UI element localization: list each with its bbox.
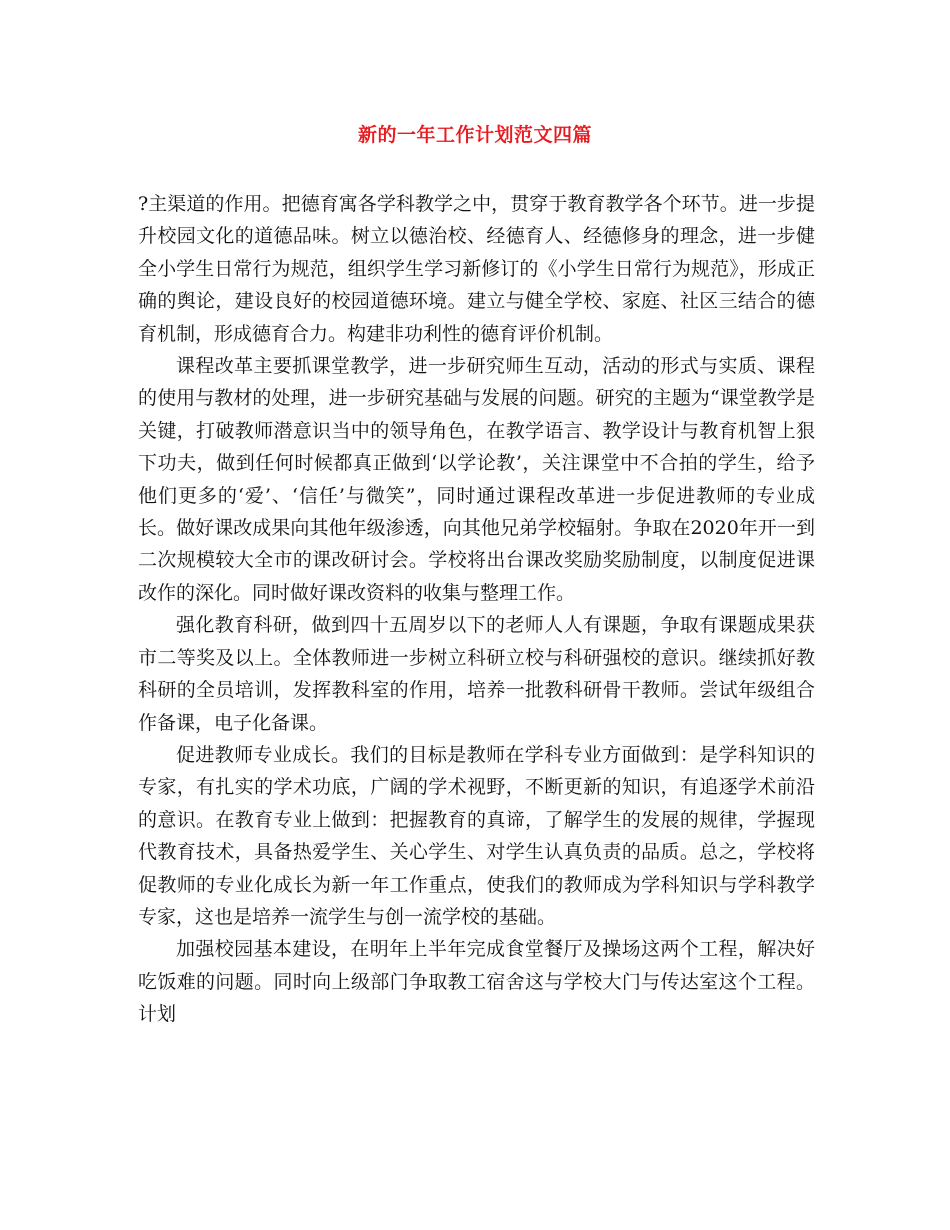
document-title: 新的一年工作计划范文四篇: [357, 124, 592, 146]
paragraph-2: 课程改革主要抓课堂教学，进一步研究师生互动，活动的形式与实质、课程的使用与教材的处理，进一步研究基础与发展的问题。研究的主题为“课堂教学是关键，打破教师潜意识当中的领导角色，在教学语言、教学设计与教育机智上狠下功夫，做到任何时候都真正做到‘以学论教’，关注课堂中不合拍的学生，给予他们更多的‘爱’、‘信任’与微笑”，同时通过课程改革进一步促进教师的专业成长。做好课改成果向其他年级渗透，向其他兄弟学校辐射。争取在2020年开一到二次规模较大全市的课改研讨会。学校将出台课改奖励奖励制度，以制度促进课改作的深化。同时做好课改资料的收集与整理工作。: [138, 355, 815, 604]
document-body: [138, 188, 815, 1031]
paragraph-5: 加强校园基本建设，在明年上半年完成食堂餐厅及操场这两个工程，解决好吃饭难的问题。同时向上级部门争取教工宿舍这与学校大门与传达室这个工程。计划: [138, 938, 815, 1026]
paragraph-4: 促进教师专业成长。我们的目标是教师在学科专业方面做到：是学科知识的专家，有扎实的学术功底，广阔的学术视野，不断更新的知识，有追逐学术前沿的意识。在教育专业上做到：把握教育的真谛，了解学生的发展的规律，学握现代教育技术，具备热爱学生、关心学生、对学生认真负责的品质。总之，学校将促教师的专业化成长为新一年工作重点，使我们的教师成为学科知识与学科教学专家，这也是培养一流学生与创一流学校的基础。: [138, 743, 815, 928]
paragraph-1: ?主渠道的作用。把德育寓各学科教学之中，贯穿于教育教学各个环节。进一步提升校园文化的道德品味。树立以德治校、经德育人、经德修身的理念，进一步健全小学生日常行为规范，组织学生学习新修订的《小学生日常行为规范》，形成正确的舆论，建设良好的校园道德环境。建立与健全学校、家庭、社区三结合的德育机制，形成德育合力。构建非功利性的德育评价机制。: [138, 193, 815, 345]
paragraph-3: 强化教育科研，做到四十五周岁以下的老师人人有课题，争取有课题成果获市二等奖及以上。全体教师进一步树立科研立校与科研强校的意识。继续抓好教科研的全员培训，发挥教科室的作用，培养一批教科研骨干教师。尝试年级组合作备课，电子化备课。: [138, 614, 815, 734]
